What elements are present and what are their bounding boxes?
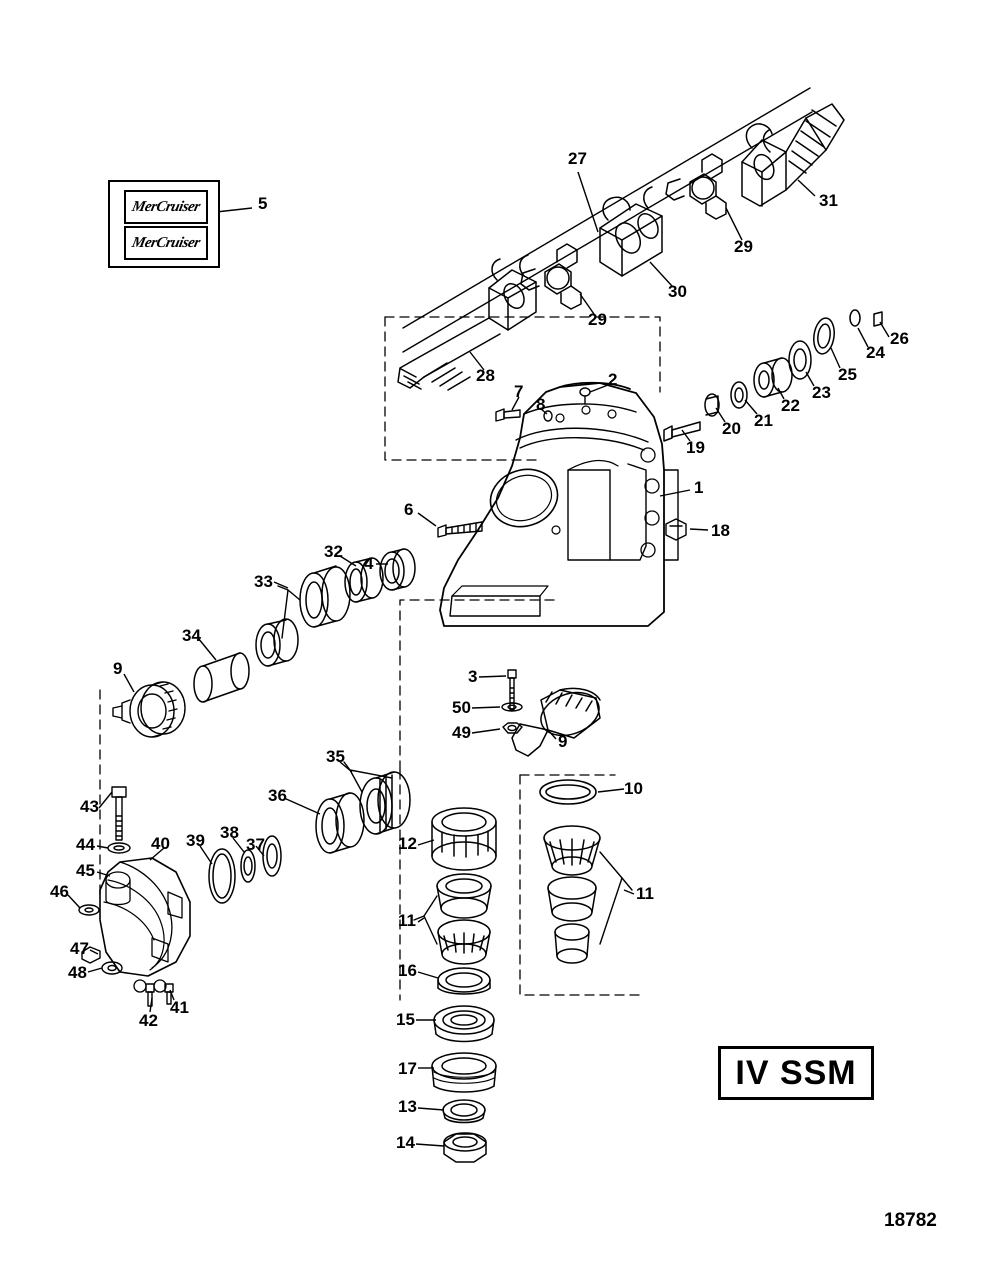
decal-lower-text: MerCruiser bbox=[130, 234, 202, 251]
callout-26: 26 bbox=[890, 329, 909, 348]
callout-41: 41 bbox=[170, 998, 189, 1017]
callout-35: 35 bbox=[326, 747, 345, 766]
callout-45: 45 bbox=[76, 861, 95, 880]
callout-42: 42 bbox=[139, 1011, 158, 1030]
callout-39: 39 bbox=[186, 831, 205, 850]
callout-19: 19 bbox=[686, 438, 705, 457]
drawing-number: 18782 bbox=[884, 1210, 937, 1231]
callout-29-lower: 29 bbox=[588, 310, 607, 329]
callout-10: 10 bbox=[624, 779, 643, 798]
callout-11-left: 11 bbox=[398, 911, 416, 930]
callout-37: 37 bbox=[246, 835, 265, 854]
callout-15: 15 bbox=[396, 1010, 415, 1029]
callout-27: 27 bbox=[568, 149, 587, 168]
callout-3: 3 bbox=[468, 667, 478, 686]
callout-44: 44 bbox=[76, 835, 95, 854]
callout-16: 16 bbox=[398, 961, 417, 980]
decal-lower bbox=[124, 226, 208, 260]
callout-12: 12 bbox=[398, 834, 417, 853]
callout-47: 47 bbox=[70, 939, 89, 958]
callout-32: 32 bbox=[324, 542, 343, 561]
callout-6: 6 bbox=[404, 500, 414, 519]
callout-14: 14 bbox=[396, 1133, 415, 1152]
callout-11-right: 11 bbox=[636, 884, 654, 903]
callout-28: 28 bbox=[476, 366, 495, 385]
decal-upper bbox=[124, 190, 208, 224]
callout-34: 34 bbox=[182, 626, 201, 645]
callout-22: 22 bbox=[781, 396, 800, 415]
model-title-text: IV SSM bbox=[735, 1053, 857, 1092]
callout-36: 36 bbox=[268, 786, 287, 805]
callout-1: 1 bbox=[694, 478, 704, 497]
callout-23: 23 bbox=[812, 383, 831, 402]
callout-20: 20 bbox=[722, 419, 741, 438]
callout-18: 18 bbox=[711, 521, 730, 540]
callout-25: 25 bbox=[838, 365, 857, 384]
callout-17: 17 bbox=[398, 1059, 417, 1078]
callout-43: 43 bbox=[80, 797, 99, 816]
callout-24: 24 bbox=[866, 343, 885, 362]
callout-40: 40 bbox=[151, 834, 170, 853]
callout-49: 49 bbox=[452, 723, 471, 742]
callout-21: 21 bbox=[754, 411, 773, 430]
callout-38: 38 bbox=[220, 823, 239, 842]
callout-8: 8 bbox=[536, 395, 546, 414]
callout-9-center: 9 bbox=[558, 732, 568, 751]
callout-4: 4 bbox=[364, 554, 374, 573]
callout-2: 2 bbox=[608, 370, 618, 389]
callout-48: 48 bbox=[68, 963, 87, 982]
callout-7: 7 bbox=[514, 382, 524, 401]
callout-50: 50 bbox=[452, 698, 471, 717]
decal-upper-text: MerCruiser bbox=[130, 198, 202, 215]
callout-46: 46 bbox=[50, 882, 69, 901]
model-title-badge bbox=[718, 1046, 874, 1100]
callout-9-left: 9 bbox=[113, 659, 123, 678]
callout-13: 13 bbox=[398, 1097, 417, 1116]
decal-part-5 bbox=[108, 180, 220, 268]
callout-31: 31 bbox=[819, 191, 838, 210]
callout-5: 5 bbox=[258, 194, 268, 213]
callout-30: 30 bbox=[668, 282, 687, 301]
callout-33: 33 bbox=[254, 572, 273, 591]
callout-29-upper: 29 bbox=[734, 237, 753, 256]
